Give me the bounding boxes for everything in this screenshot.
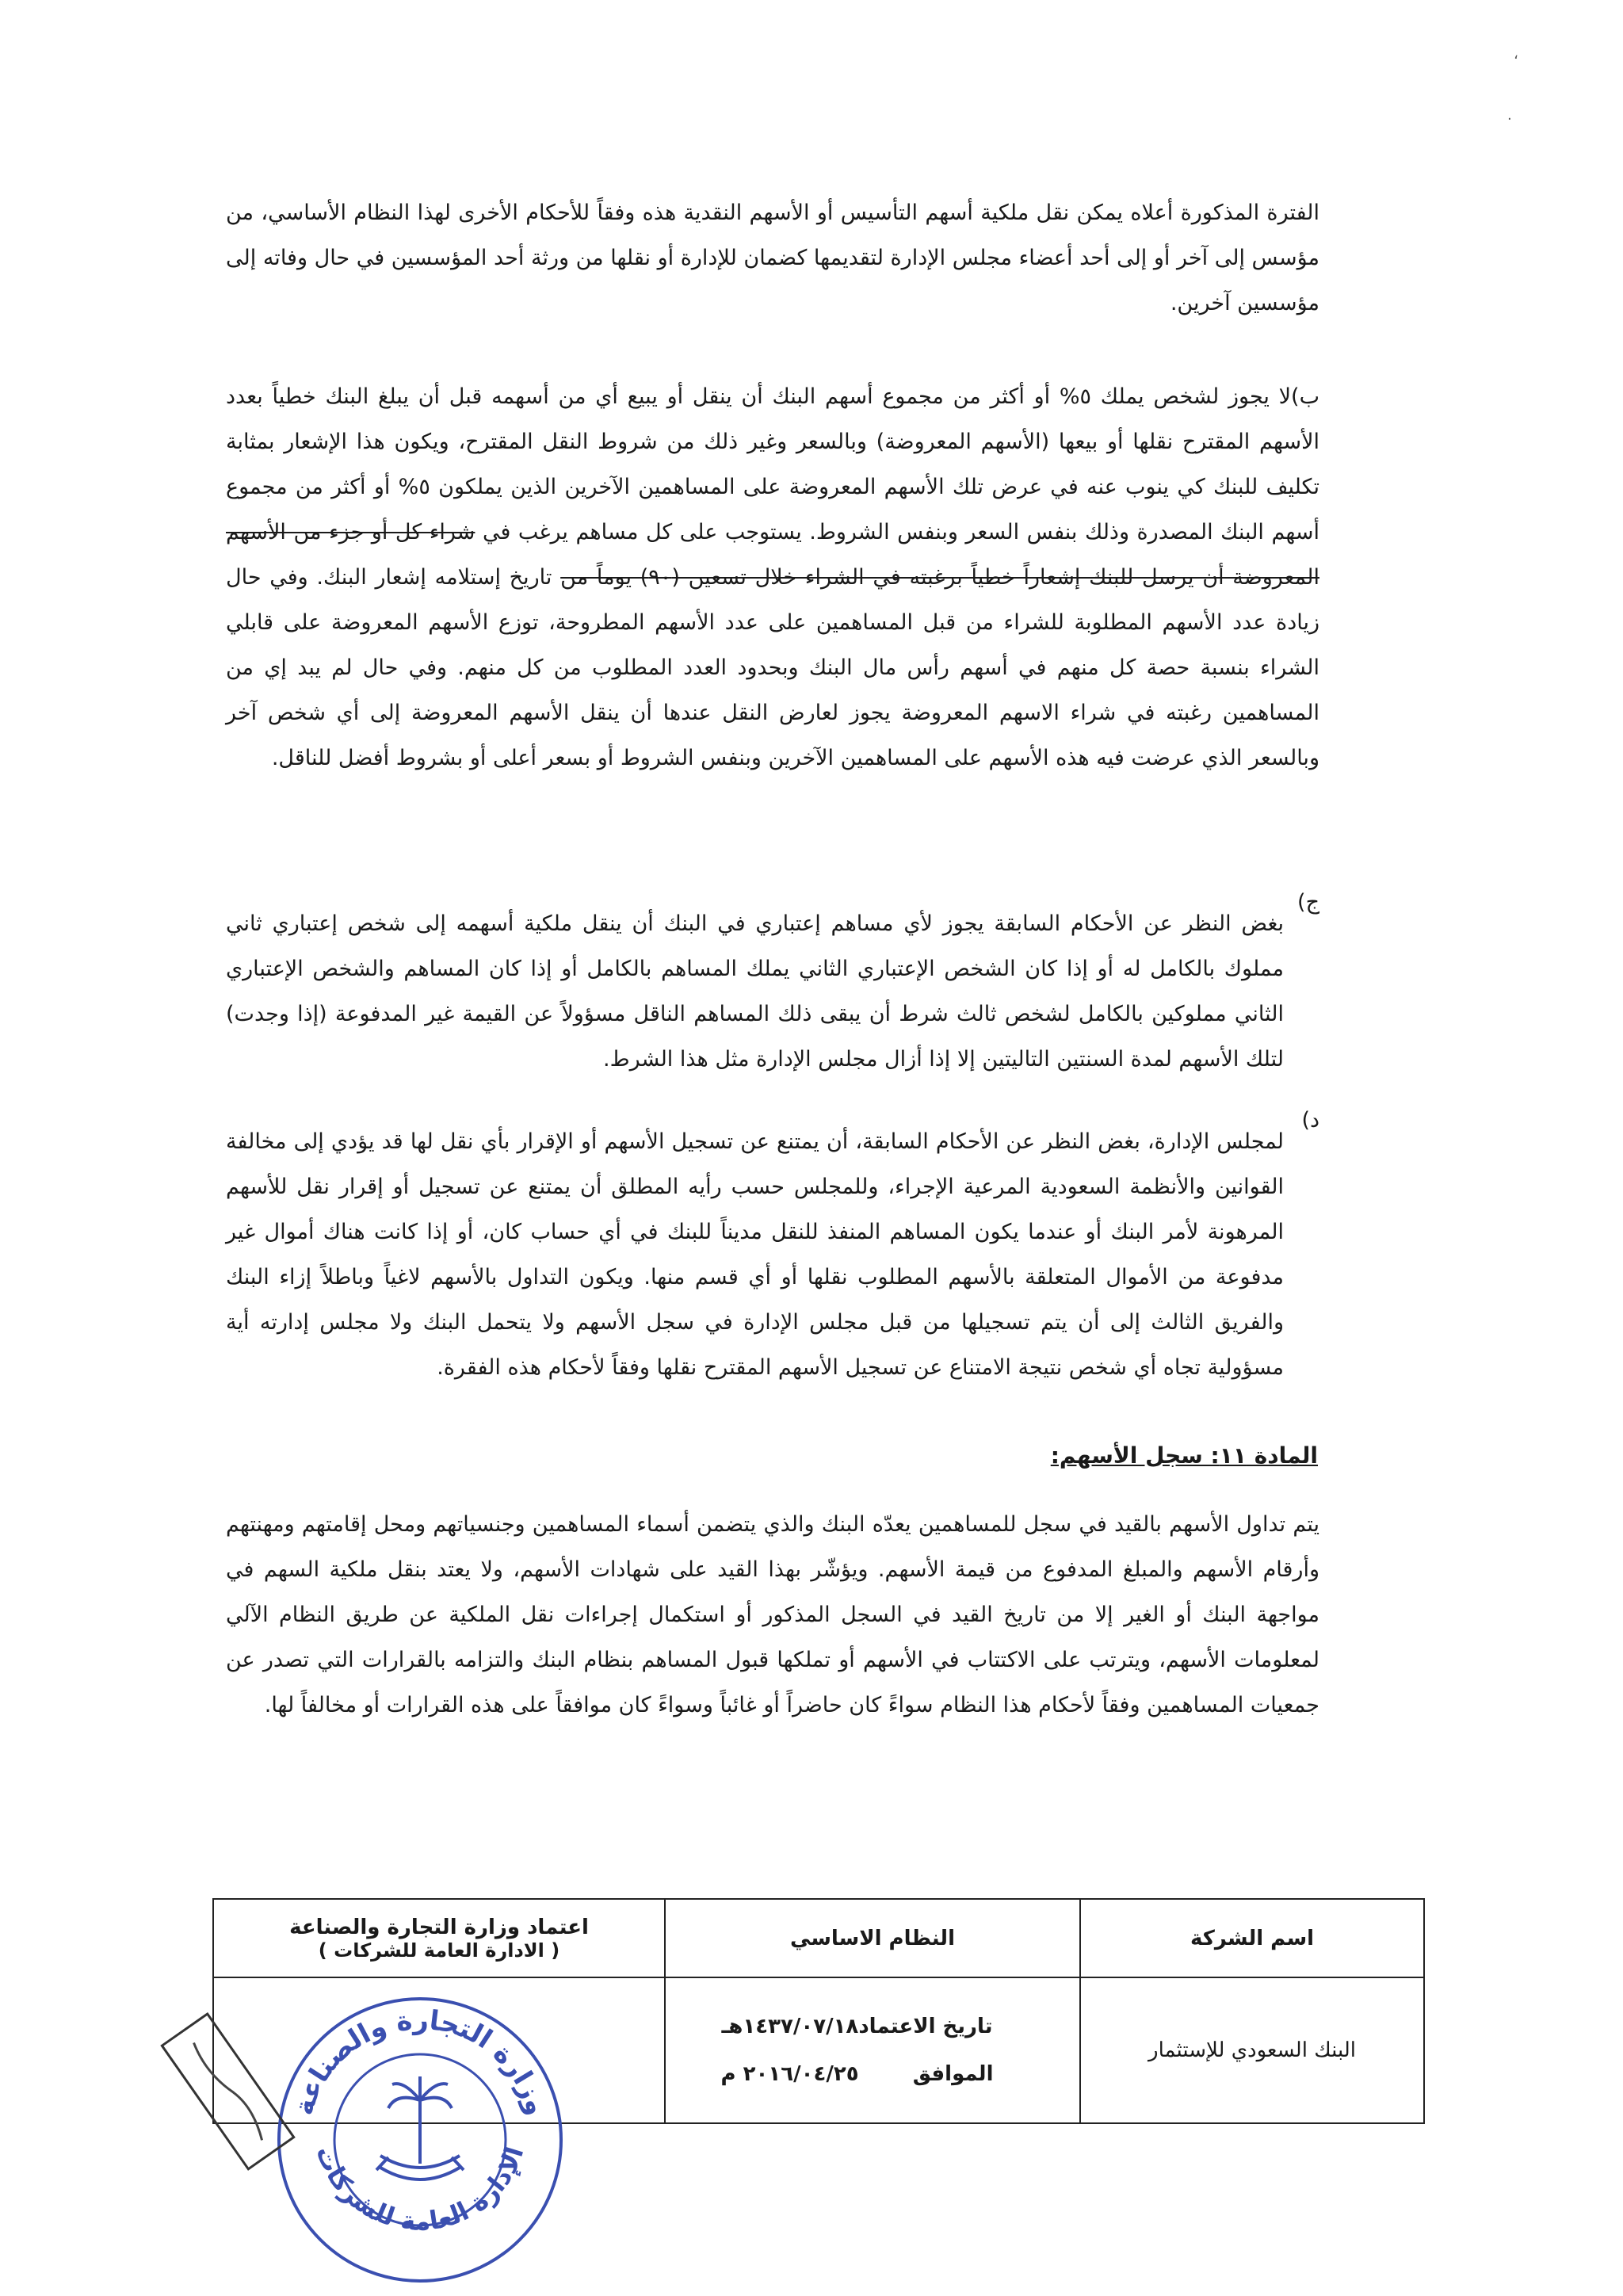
article-11-body bbox=[226, 1502, 1319, 1728]
footer-header-row bbox=[213, 1899, 1424, 1977]
rectangular-stamp bbox=[151, 1989, 309, 2172]
gregorian-date: ٢٠١٦/٠٤/٢٥ م bbox=[720, 2062, 859, 2086]
clause-d-body: لمجلس الإدارة، بغض النظر عن الأحكام السابقة، أن يمتنع عن تسجيل الأسهم أو الإقرار بأي نقل لها قد يؤدي إلى مخالفة القوانين والأنظمة السعودية المرعية الإجراء، وللمجلس حسب رأيه المطلق أن يمتنع عن تسجيل أو إقرار نقل للأسهم المرهونة لأمر البنك أو عندما يكون المساهم المنفذ للنقل مديناً للبنك في أي حساب كان، أو إذا كانت هناك أموال غير مدفوعة من الأموال المتعلقة بالأسهم المطلوب نقلها أو أي قسم منها. ويكون التداول بالأسهم لاغياً وباطلاً إزاء البنك والفريق الثالث إلى أن يتم تسجيلها من قبل مجلس الإدارة في سجل الأسهم ولا يتحمل البنك ولا مجلس إدارته أية مسؤولية تجاه أي شخص نتيجة الامتناع عن تسجيل الأسهم المقترح نقلها وفقاً لأحكام هذه الفقرة. bbox=[226, 1129, 1284, 1380]
ministry-title: اعتماد وزارة التجارة والصناعة bbox=[289, 1915, 589, 1939]
gregorian-label: الموافق bbox=[912, 2062, 994, 2086]
ministry-seal-stamp bbox=[262, 1981, 579, 2290]
col-company-header: اسم الشركة bbox=[1080, 1899, 1424, 1977]
scan-mark: ، bbox=[1514, 46, 1518, 63]
dates-cell bbox=[665, 1977, 1080, 2123]
palm-swords-emblem-icon bbox=[376, 2076, 464, 2179]
clause-c-body: بغض النظر عن الأحكام السابقة يجوز لأي مساهم إعتباري في البنك أن ينقل ملكية أسهمه إلى شخص إعتباري ثاني مملوك بالكامل له أو إذا كان الشخص الإعتباري الثاني يملك المساهم بالكامل أو إذا كان المساهم والشخص الإعتباري الثاني مملوكين بالكامل لشخص ثالث شرط أن يبقى ذلك المساهم الناقل مسؤولاً عن القيمة غير المدفوعة (إذا وجدت) لتلك الأسهم لمدة السنتين التاليتين إلا إذا أزال مجلس الإدارة مثل هذا الشرط. bbox=[226, 911, 1284, 1072]
stamp-top-text: وزارة التجارة والصناعة bbox=[287, 2004, 553, 2119]
clause-c bbox=[226, 880, 1319, 1103]
ministry-subtitle: ( الادارة العامة للشركات ) bbox=[318, 1939, 560, 1962]
company-name-cell: البنك السعودي للإستثمار bbox=[1080, 1977, 1424, 2123]
intro-text: الفترة المذكورة أعلاه يمكن نقل ملكية أسهم التأسيس أو الأسهم النقدية هذه وفقاً للأحكام الأخرى لهذا النظام الأساسي، من مؤسس إلى آخر أو إلى أحد أعضاء مجلس الإدارة لتقديمها كضمان للإدارة أو نقلها من ورثة أحد المؤسسين في حال وفاته إلى مؤسسين آخرين. bbox=[226, 201, 1319, 315]
gregorian-date-line bbox=[666, 2050, 1048, 2098]
col-ministry-header bbox=[213, 1899, 665, 1977]
approval-date: تاريخ الاعتماد١٤٣٧/٠٧/١٨هـ bbox=[721, 2015, 993, 2038]
clause-b-struck-text: شراء كل أو جزء من الأسهم المعروضة أن يرسل للبنك إشعاراً خطياً برغبته في الشراء خلال تسعين (٩٠) يوماً من bbox=[226, 520, 1319, 590]
clause-b-body bbox=[226, 374, 1319, 781]
clause-b-text-after: تاريخ إستلامه إشعار البنك. وفي حال زيادة عدد الأسهم المطلوبة للشراء من قبل المساهمين على عدد الأسهم المطروحة، توزع الأسهم المعروضة على قابلي الشراء بنسبة حصة كل منهم في أسهم رأس مال البنك وبحدود العدد المطلوب من كل منهم. وفي حال لم يبد إي من المساهمين رغبته في شراء الاسهم المعروضة يجوز لعارض النقل عندها أن ينقل الأسهم المعروضة إلى أي شخص آخر وبالسعر الذي عرضت فيه هذه الأسهم على المساهمين الآخرين وبنفس الشروط أو بسعر أعلى أو بشروط أفضل للناقل. bbox=[226, 565, 1319, 770]
clause-b-text-before: لا يجوز لشخص يملك ٥% أو أكثر من مجموع أسهم البنك أن ينقل أو يبيع أي من أسهمه قبل أن يبلغ البنك خطياً بعدد الأسهم المقترح نقلها أو بيعها (الأسهم المعروضة) وبالسعر وغير ذلك من شروط النقل المقترح، ويكون هذا الإشعار بمثابة تكليف للبنك كي ينوب عنه في عرض تلك الأسهم المعروضة على المساهمين الآخرين الذين يملكون ٥% أو أكثر من مجموع أسهم البنك المصدرة وذلك بنفس السعر وبنفس الشروط. يستوجب على كل مساهم يرغب في bbox=[226, 384, 1319, 544]
clause-c-letter: ج) bbox=[1297, 890, 1319, 915]
clause-b bbox=[226, 353, 1319, 802]
article-11-heading: المادة ١١: سجل الأسهم: bbox=[1050, 1442, 1318, 1469]
article-11-text: يتم تداول الأسهم بالقيد في سجل للمساهمين يعدّه البنك والذي يتضمن أسماء المساهمين وجنسياتهم ومحل إقامتهم ومهنتهم وأرقام الأسهم والمبلغ المدفوع من قيمة الأسهم. ويؤشّر بهذا القيد على شهادات الأسهم، ولا يعتد بنقل ملكية السهم في مواجهة البنك أو الغير إلا من تاريخ القيد في السجل المذكور أو استكمال إجراءات نقل الملكية عن طريق النظام الآلي لمعلومات الأسهم، ويترتب على الاكتتاب في الأسهم أو تملكها قبول المساهم بنظام البنك والتزامه بالقرارات التي تصدر عن جمعيات المساهمين وفقاً لأحكام هذا النظام سواءً كان حاضراً أو غائباً وسواءً كان موافقاً على هذه القرارات أو مخالفاً لها. bbox=[226, 1512, 1319, 1717]
scan-mark: · bbox=[1507, 111, 1512, 128]
stamp-bottom-text: الإدارة العامة للشركات bbox=[310, 2141, 530, 2237]
intro-paragraph bbox=[226, 190, 1319, 326]
col-bylaws-header: النظام الاساسي bbox=[665, 1899, 1080, 1977]
clause-d-letter: د) bbox=[1301, 1108, 1319, 1133]
clause-b-letter: ب) bbox=[1291, 384, 1319, 409]
clause-d bbox=[226, 1098, 1319, 1412]
